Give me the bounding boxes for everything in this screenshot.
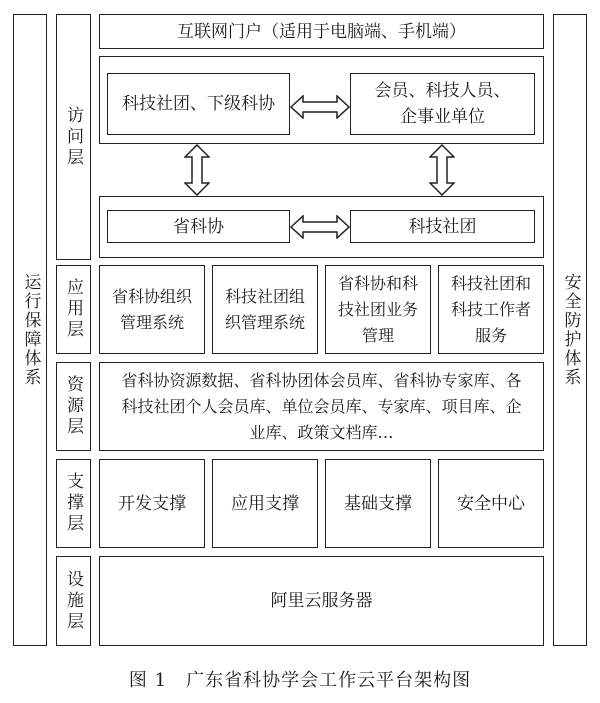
security-protection-label: 安全防护体系 <box>560 273 581 387</box>
access-societies-box <box>350 210 535 243</box>
application-layer-label: 应用层 <box>63 278 83 341</box>
infrastructure-layer-label-box <box>56 556 91 646</box>
support-application-box <box>212 459 318 548</box>
app-module-services <box>438 265 544 354</box>
support-security-center-box <box>438 459 544 548</box>
support-layer-label-box <box>56 459 91 548</box>
access-provincial-box <box>107 210 290 243</box>
operations-assurance-label: 运行保障体系 <box>20 273 41 387</box>
support-development-box <box>99 459 205 548</box>
application-layer-label-box <box>56 265 91 354</box>
app-module-provincial-org <box>99 265 205 354</box>
double-arrow-vertical-left <box>184 144 210 196</box>
double-arrow-horizontal-lower <box>290 215 350 239</box>
infrastructure-layer-label: 设施层 <box>63 569 83 633</box>
app-module-society-org <box>212 265 318 354</box>
access-user-members-box <box>350 73 535 135</box>
resource-data-text: 省科协资源数据、省科协团体会员库、省科协专家库、各科技社团个人会员库、单位会员库、专家库、项目库、企业库、政策文档库… <box>121 370 522 442</box>
internet-portal-text: 互联网门户（适用于电脑端、手机端） <box>177 21 466 42</box>
support-item-text: 开发支撑 <box>118 493 186 514</box>
access-societies-text: 科技社团 <box>408 216 477 237</box>
access-layer-label-box <box>56 14 91 260</box>
support-item-text: 安全中心 <box>457 493 525 514</box>
internet-portal-box <box>99 14 544 49</box>
aliyun-server-text: 阿里云服务器 <box>270 591 373 611</box>
resource-data-box <box>99 362 544 451</box>
double-arrow-vertical-right <box>429 144 455 196</box>
support-layer-label: 支撑层 <box>63 472 83 535</box>
access-layer-label: 访问层 <box>63 105 83 169</box>
access-user-members-text: 会员、科技人员、企事业单位 <box>374 81 511 127</box>
access-user-societies-box <box>107 73 290 135</box>
access-user-societies-text: 科技社团、下级科协 <box>122 94 275 114</box>
access-provincial-text: 省科协 <box>173 216 224 237</box>
aliyun-server-box <box>99 556 544 646</box>
operations-assurance-system <box>13 14 47 646</box>
support-item-text: 基础支撑 <box>344 493 412 514</box>
app-module-text: 科技社团和科技工作者服务 <box>450 273 531 345</box>
app-module-business <box>325 265 431 354</box>
resource-layer-label-box <box>56 362 91 451</box>
security-protection-system <box>553 14 587 646</box>
app-module-text: 省科协和科技社团业务管理 <box>337 273 418 345</box>
double-arrow-horizontal-upper <box>290 95 350 119</box>
app-module-text: 科技社团组织管理系统 <box>224 286 305 332</box>
support-item-text: 应用支撑 <box>231 493 299 514</box>
figure-caption: 图 1 广东省科协学会工作云平台架构图 <box>128 670 472 691</box>
support-foundation-box <box>325 459 431 548</box>
app-module-text: 省科协组织管理系统 <box>111 286 192 332</box>
resource-layer-label: 资源层 <box>63 375 83 438</box>
